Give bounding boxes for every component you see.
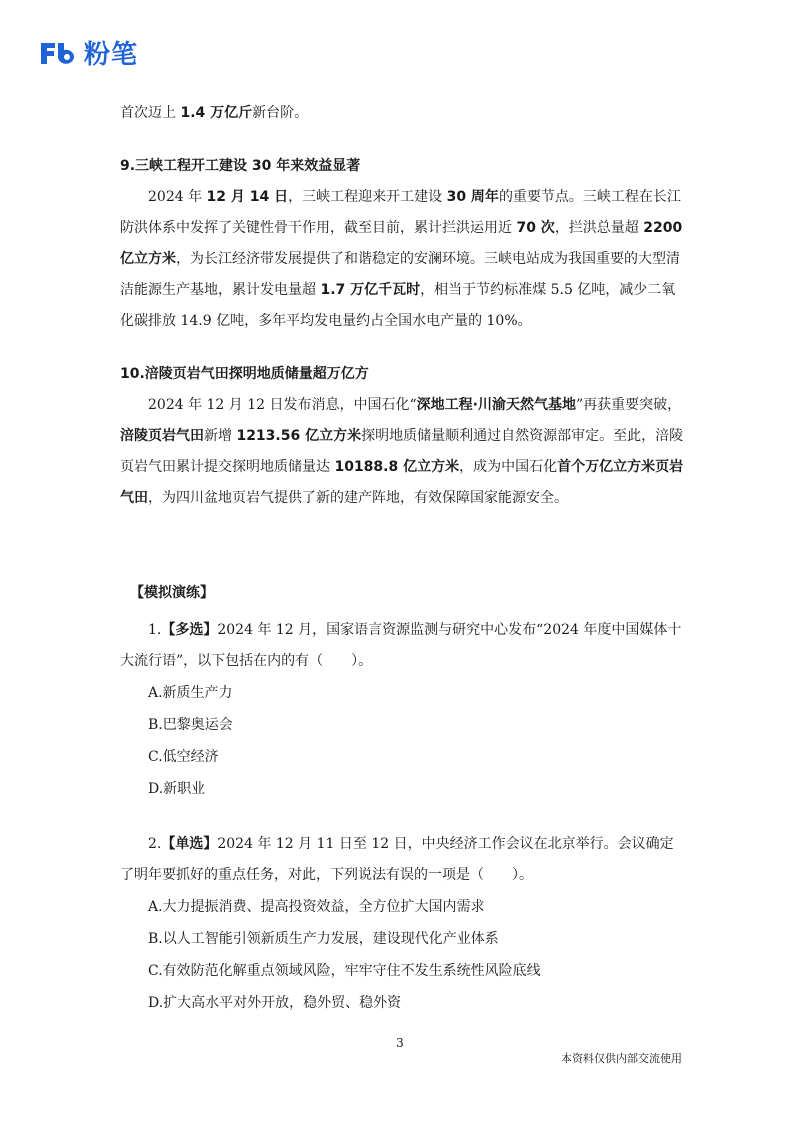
item9-title: 9.三峡工程开工建设 30 年来效益显著: [120, 158, 361, 174]
document-body: [120, 98, 686, 1019]
item10-paragraph: 2024 年 12 月 12 日发布消息，中国石化“深地工程·川渝天然气基地”再获重要突破，涪陵页岩气田新增 1213.56 亿立方米探明地质储量顺利通过自然资源部审定。至此，涪陵页岩气田累计提交探明地质储量达 10188.8 亿立方米，成为中国石化首个万亿立方米页岩气田，为四川盆地页岩气提供了新的建产阵地，有效保障国家能源安全。: [120, 397, 684, 506]
question-1-option-c: C.低空经济: [148, 749, 219, 765]
practice-section-title: 【模拟演练】: [130, 585, 214, 601]
question-1-option-d: D.新职业: [148, 781, 206, 797]
item10-title: 10.涪陵页岩气田探明地质储量超万亿方: [120, 366, 369, 382]
intro-paragraph: 首次迈上 1.4 万亿斤新台阶。: [120, 105, 309, 121]
logo-text: 粉笔: [84, 40, 139, 70]
question-1-stem: 1.【多选】2024 年 12 月，国家语言资源监测与研究中心发布“2024 年度中国媒体十大流行语”，以下包括在内的有（ ）。: [120, 622, 682, 669]
question-2-stem: 2.【单选】2024 年 12 月 11 日至 12 日，中央经济工作会议在北京举行。会议确定了明年要抓好的重点任务，对此，下列说法有误的一项是（ ）。: [120, 836, 674, 883]
question-1-option-b: B.巴黎奥运会: [148, 717, 233, 733]
page-number: 3: [396, 1036, 404, 1050]
fb-logo-icon: [38, 39, 78, 67]
question-2-option-d: D.扩大高水平对外开放，稳外贸、稳外资: [148, 995, 402, 1011]
question-2-option-b: B.以人工智能引领新质生产力发展，建设现代化产业体系: [148, 931, 499, 947]
brand-logo: [38, 34, 138, 71]
question-2-option-c: C.有效防范化解重点领域风险，牢牢守住不发生系统性风险底线: [148, 963, 541, 979]
item9-paragraph: 2024 年 12 月 14 日，三峡工程迎来开工建设 30 周年的重要节点。三峡工程在长江防洪体系中发挥了关键性骨干作用，截至目前，累计拦洪运用近 70 次，拦洪总量超 2200 亿立方米，为长江经济带发展提供了和谐稳定的安澜环境。三峡电站成为我国重要的大型清洁能源生产基地，累计发电量超 1.7 万亿千瓦时，相当于节约标准煤 5.5 亿吨，减少二氧化碳排放 14.9 亿吨，多年平均发电量约占全国水电产量的 10%。: [120, 189, 683, 329]
question-1-option-a: A.新质生产力: [148, 685, 233, 701]
footer-note: 本资料仅供内部交流使用: [561, 1052, 682, 1065]
question-2-option-a: A.大力提振消费、提高投资效益，全方位扩大国内需求: [148, 899, 485, 915]
